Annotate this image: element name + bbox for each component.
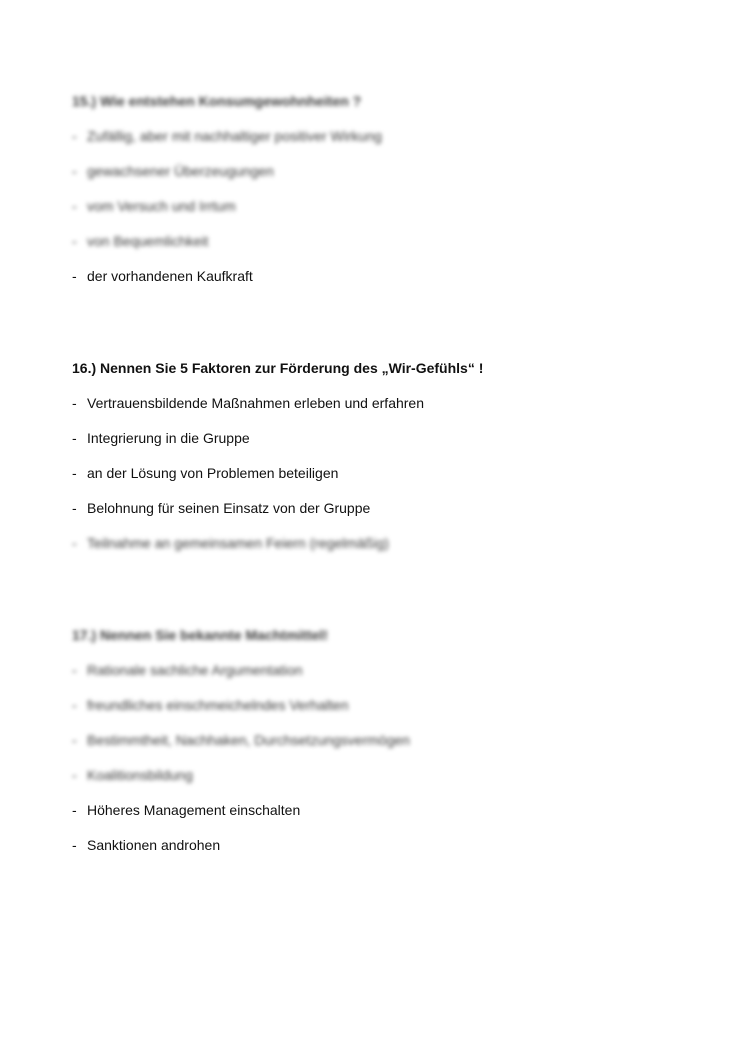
bullet-dash: - [72,233,77,249]
list-item [72,660,692,680]
section-15 [72,91,692,286]
list-item [72,533,692,553]
bullet-dash: - [72,837,77,853]
question-heading: 16.) Nennen Sie 5 Faktoren zur Förderung des „Wir-Gefühls“ ! [72,360,484,376]
list-item-text: Höheres Management einschalten [87,802,301,818]
bullet-dash: - [72,268,77,284]
bullet-dash: - [72,662,77,678]
section-16 [72,358,692,553]
list-item [72,161,692,181]
question-heading: 17.) Nennen Sie bekannte Machtmittel! [72,627,328,643]
list-item [72,196,692,216]
list-item [72,730,692,750]
list-item [72,393,692,413]
list-item-text: Integrierung in die Gruppe [87,430,250,446]
list-item-text: vom Versuch und Irrtum [87,198,236,214]
bullet-dash: - [72,465,77,481]
list-item [72,463,692,483]
list-item-text: Vertrauensbildende Maßnahmen erleben und erfahren [87,395,425,411]
list-item [72,231,692,251]
question-heading: 15.) Wie entstehen Konsumgewohnheiten ? [72,93,362,109]
list-item [72,835,692,855]
list-item-text: der vorhandenen Kaufkraft [87,268,253,284]
list-item-text: Zufällig, aber mit nachhaltiger positiver Wirkung [87,128,382,144]
list-item [72,695,692,715]
bullet-dash: - [72,535,77,551]
bullet-dash: - [72,395,77,411]
list-item [72,428,692,448]
bullet-dash: - [72,198,77,214]
list-item-text: Rationale sachliche Argumentation [87,662,303,678]
list-item-text: Bestimmtheit, Nachhaken, Durchsetzungsvermögen [87,732,410,748]
list-item-text: an der Lösung von Problemen beteiligen [87,465,339,481]
list-item-text: freundliches einschmeichelndes Verhalten [87,697,349,713]
section-17 [72,625,692,855]
bullet-dash: - [72,500,77,516]
list-item [72,765,692,785]
list-item [72,266,692,286]
list-item [72,800,692,820]
bullet-dash: - [72,767,77,783]
list-item-text: Koalitionsbildung [87,767,193,783]
list-item-text: Sanktionen androhen [87,837,221,853]
bullet-dash: - [72,732,77,748]
bullet-dash: - [72,430,77,446]
list-item [72,126,692,146]
list-item [72,498,692,518]
bullet-dash: - [72,697,77,713]
bullet-dash: - [72,163,77,179]
list-item-text: gewachsener Überzeugungen [87,163,274,179]
bullet-dash: - [72,128,77,144]
list-item-text: Teilnahme an gemeinsamen Feiern (regelmäßig) [87,535,389,551]
list-item-text: Belohnung für seinen Einsatz von der Gruppe [87,500,371,516]
bullet-dash: - [72,802,77,818]
list-item-text: von Bequemlichkeit [87,233,209,249]
